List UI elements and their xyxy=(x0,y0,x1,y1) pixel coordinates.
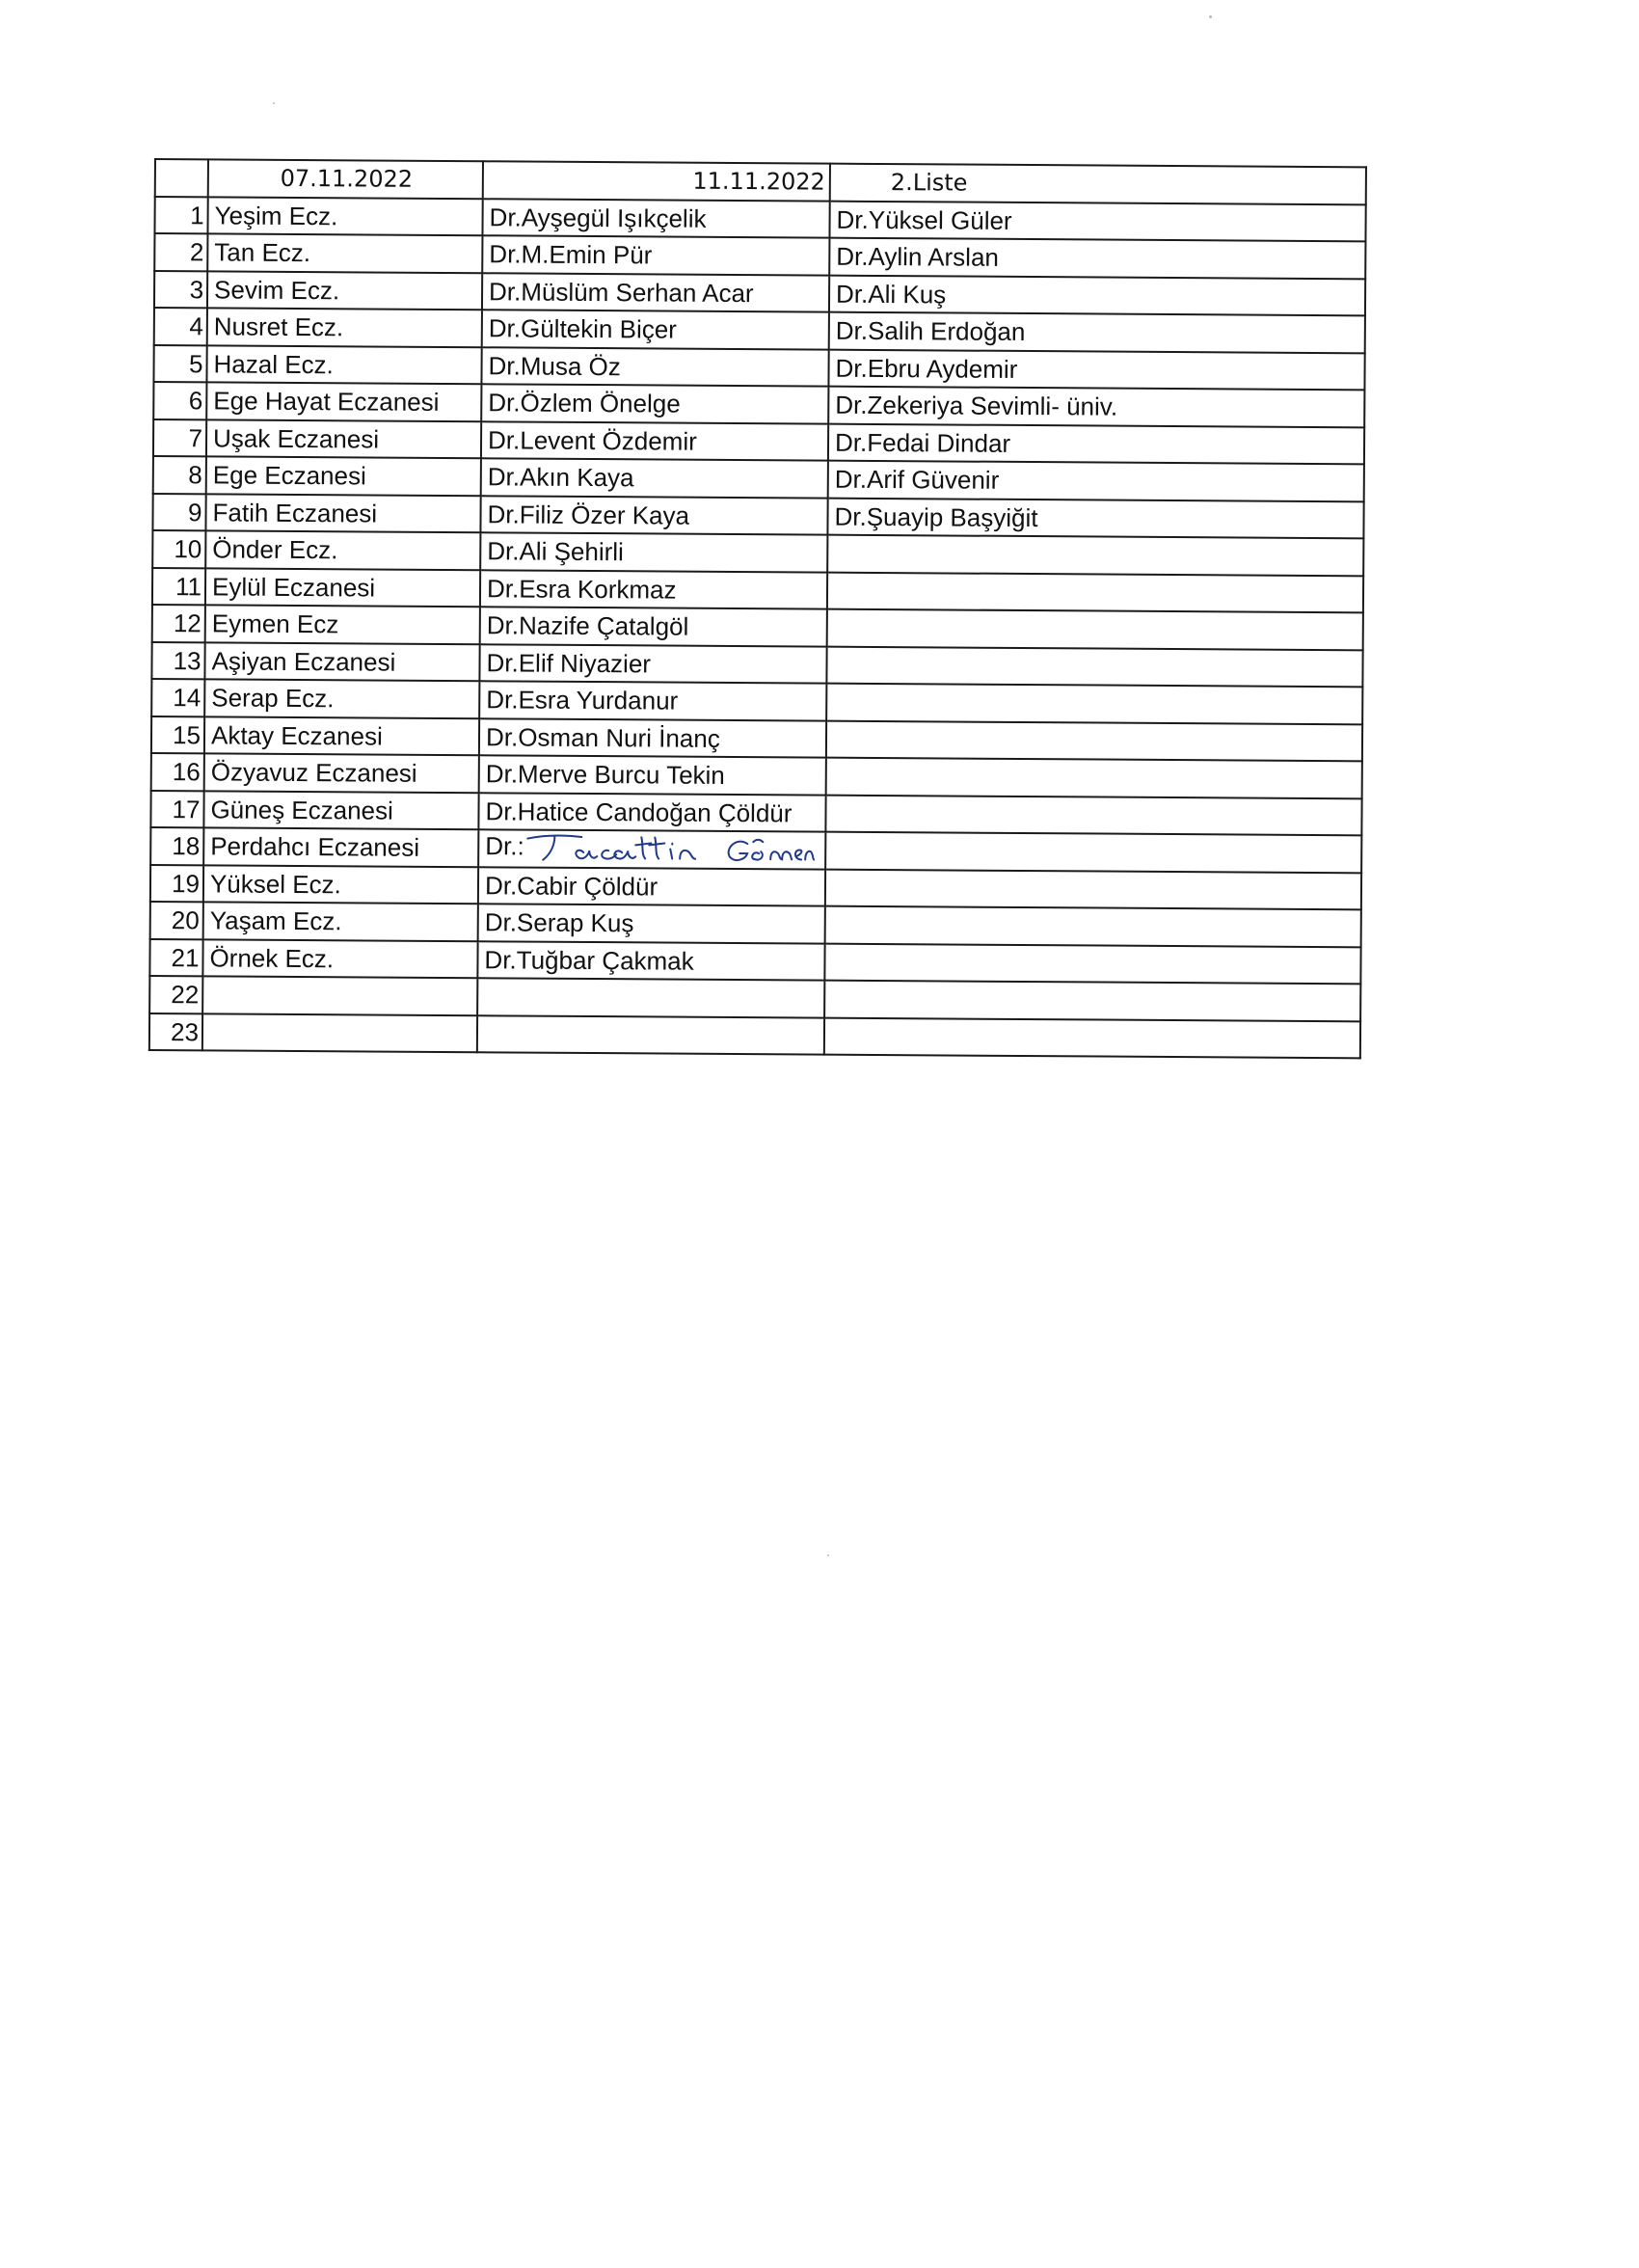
doctor-second-list xyxy=(827,609,1363,650)
row-number xyxy=(152,530,205,568)
doctor-second-list xyxy=(829,201,1365,241)
row-number xyxy=(149,1012,202,1050)
pharmacy-name xyxy=(205,530,480,569)
doctor-first-list xyxy=(477,941,824,981)
scan-speck xyxy=(1209,15,1212,18)
doctor-second-list xyxy=(828,387,1364,427)
pharmacy-name-text: Eymen Ecz xyxy=(211,608,339,639)
doctor-second-list xyxy=(827,572,1363,612)
doctor-first-list xyxy=(482,310,829,349)
row-number-text: 19 xyxy=(171,868,201,899)
pharmacy-name xyxy=(202,1013,477,1052)
pharmacy-name xyxy=(204,753,479,792)
row-number xyxy=(151,641,204,679)
scan-speck xyxy=(827,1554,829,1556)
row-number xyxy=(152,493,205,530)
pharmacy-name xyxy=(203,902,478,940)
doctor-second-list-text: Dr.Salih Erdoğan xyxy=(835,315,1026,347)
row-number xyxy=(153,456,206,494)
row-number-text: 14 xyxy=(173,683,202,713)
pharmacy-name xyxy=(205,568,480,607)
pharmacy-name xyxy=(207,308,482,346)
pharmacy-name xyxy=(202,939,477,978)
pharmacy-name-text: Güneş Eczanesi xyxy=(210,795,393,825)
row-number-text: 17 xyxy=(172,794,201,824)
pharmacy-name-text: Nusret Ecz. xyxy=(213,311,344,342)
doctor-first-list-text: Dr.Hatice Candoğan Çöldür xyxy=(485,796,793,828)
doctor-first-list-text: Dr.Esra Korkmaz xyxy=(486,574,677,605)
doctor-second-list xyxy=(826,646,1362,687)
doctor-second-list xyxy=(825,795,1361,835)
pharmacy-name xyxy=(207,197,482,235)
duty-roster-table xyxy=(148,158,1367,1059)
doctor-first-list-text: Dr.Merve Burcu Tekin xyxy=(485,759,725,791)
row-number-text: 3 xyxy=(189,274,204,305)
doctor-first-list xyxy=(477,1015,824,1055)
pharmacy-name xyxy=(206,382,481,420)
doctor-second-list xyxy=(826,684,1362,724)
doctor-first-list xyxy=(477,978,824,1017)
doctor-second-list-text: Dr.Yüksel Güler xyxy=(836,204,1012,235)
doctor-first-list-text: Dr.Osman Nuri İnanç xyxy=(485,722,720,753)
row-number-text: 15 xyxy=(173,719,202,750)
pharmacy-name-text: Serap Ecz. xyxy=(211,683,335,714)
pharmacy-name-text: Yeşim Ecz. xyxy=(214,201,338,231)
row-number xyxy=(154,197,207,234)
row-number xyxy=(153,345,206,383)
row-number-text: 21 xyxy=(171,942,200,973)
pharmacy-name-text: Ege Eczanesi xyxy=(212,460,366,491)
doctor-first-list xyxy=(482,199,829,238)
doctor-first-list-text: Dr.Tuğbar Çakmak xyxy=(484,945,694,976)
doctor-second-list xyxy=(825,906,1361,947)
doctor-second-list xyxy=(825,832,1361,873)
doctor-first-list xyxy=(480,607,827,646)
doctor-second-list xyxy=(828,461,1364,501)
doctor-second-list-text: Dr.Fedai Dindar xyxy=(834,427,1011,458)
doctor-second-list-text: Dr.Şuayip Başyiğit xyxy=(834,501,1038,532)
doctor-second-list xyxy=(827,498,1363,538)
pharmacy-name-text: Hazal Ecz. xyxy=(213,349,334,379)
row-number xyxy=(151,716,204,753)
row-number-text: 9 xyxy=(187,497,202,527)
row-number xyxy=(149,976,202,1013)
row-number xyxy=(150,790,203,827)
pharmacy-name-text: Yüksel Ecz. xyxy=(209,869,341,900)
pharmacy-name xyxy=(206,345,481,384)
doctor-first-list xyxy=(478,793,825,832)
doctor-first-list xyxy=(480,532,827,572)
row-number-text: 13 xyxy=(173,645,202,676)
doctor-second-list-text: Dr.Ebru Aydemir xyxy=(835,353,1018,384)
pharmacy-name xyxy=(204,679,479,717)
row-number-text: 1 xyxy=(190,200,204,230)
pharmacy-name-text: Aktay Eczanesi xyxy=(210,720,383,751)
pharmacy-name-text: Yaşam Ecz. xyxy=(209,905,342,936)
pharmacy-name-text: Özyavuz Eczanesi xyxy=(210,757,417,789)
pharmacy-name xyxy=(203,791,478,829)
doctor-first-list-text: Dr.: xyxy=(485,831,524,861)
header-date-1: 07.11.2022 xyxy=(208,159,483,198)
row-number xyxy=(149,938,202,976)
doctor-second-list xyxy=(829,275,1365,315)
row-number xyxy=(153,382,206,419)
pharmacy-name-text: Fatih Eczanesi xyxy=(212,498,378,528)
header-number-cell xyxy=(155,159,208,197)
pharmacy-name xyxy=(206,419,481,458)
row-number-text: 16 xyxy=(172,757,201,787)
pharmacy-name-text: Örnek Ecz. xyxy=(209,943,335,974)
pharmacy-name xyxy=(207,233,482,272)
pharmacy-name-text: Uşak Eczanesi xyxy=(212,423,380,454)
row-number-text: 2 xyxy=(189,237,204,267)
doctor-second-list xyxy=(828,349,1364,390)
pharmacy-name xyxy=(203,865,478,904)
doctor-second-list xyxy=(829,312,1365,353)
doctor-first-list-text: Dr.M.Emin Pür xyxy=(489,239,653,270)
doctor-first-list-text: Dr.Filiz Özer Kaya xyxy=(487,500,690,530)
doctor-second-list xyxy=(826,758,1362,798)
pharmacy-name xyxy=(206,456,481,495)
pharmacy-name-text: Perdahcı Eczanesi xyxy=(210,831,420,863)
row-number xyxy=(153,419,206,457)
doctor-first-list xyxy=(479,644,826,684)
row-number xyxy=(152,605,205,642)
doctor-first-list xyxy=(481,347,828,387)
row-number xyxy=(154,271,207,309)
pharmacy-name-text: Ege Hayat Eczanesi xyxy=(213,386,440,418)
row-number xyxy=(150,902,203,939)
doctor-first-list xyxy=(480,570,827,609)
doctor-first-list xyxy=(479,755,826,795)
row-number-text: 12 xyxy=(173,608,202,638)
pharmacy-name xyxy=(204,716,479,755)
row-number-text: 6 xyxy=(188,386,203,416)
doctor-second-list-text: Dr.Aylin Arslan xyxy=(836,241,1000,273)
doctor-first-list-text: Dr.Esra Yurdanur xyxy=(486,685,679,716)
row-number-text: 11 xyxy=(175,571,202,602)
doctor-first-list xyxy=(481,421,828,461)
pharmacy-name-text: Aşiyan Eczanesi xyxy=(211,646,396,677)
table-row xyxy=(149,1012,1360,1058)
doctor-first-list-text: Dr.Akın Kaya xyxy=(487,462,634,493)
doctor-first-list xyxy=(481,384,828,423)
doctor-second-list xyxy=(824,1017,1360,1058)
pharmacy-name xyxy=(207,271,482,310)
doctor-first-list-text: Dr.Gültekin Biçer xyxy=(488,313,678,344)
doctor-first-list-text: Dr.Müslüm Serhan Acar xyxy=(488,277,754,308)
pharmacy-name xyxy=(205,605,480,643)
doctor-first-list-text: Dr.Ali Şehirli xyxy=(487,536,624,567)
doctor-second-list-text: Dr.Arif Güvenir xyxy=(834,464,1000,496)
doctor-first-list xyxy=(482,235,829,275)
header-date-2: 11.11.2022 xyxy=(483,161,830,201)
row-number xyxy=(154,308,207,345)
row-number-text: 10 xyxy=(174,534,202,564)
row-number-text: 23 xyxy=(170,1016,200,1047)
doctor-first-list-text: Dr.Ayşegül Işıkçelik xyxy=(489,202,707,233)
pharmacy-name xyxy=(202,976,477,1014)
pharmacy-name-text: Tan Ecz. xyxy=(214,237,311,268)
pharmacy-name-text: Sevim Ecz. xyxy=(213,275,340,306)
doctor-second-list xyxy=(825,869,1361,909)
doctor-first-list xyxy=(478,904,825,943)
doctor-first-list xyxy=(481,458,828,498)
row-number-text: 22 xyxy=(171,980,200,1010)
scan-speck xyxy=(273,102,275,104)
row-number xyxy=(151,753,204,791)
row-number xyxy=(154,233,207,271)
row-number xyxy=(151,679,204,716)
doctor-second-list xyxy=(828,423,1364,464)
doctor-second-list xyxy=(824,943,1360,984)
doctor-first-list-text: Dr.Nazife Çatalgöl xyxy=(486,610,689,641)
roster-body xyxy=(149,159,1366,1058)
pharmacy-name xyxy=(205,494,480,532)
row-number-text: 20 xyxy=(171,905,200,935)
doctor-second-list xyxy=(827,535,1363,576)
doctor-first-list-text: Dr.Levent Özdemir xyxy=(487,425,697,456)
doctor-first-list-text: Dr.Elif Niyazier xyxy=(486,648,652,679)
doctor-first-list xyxy=(479,718,826,758)
row-number-text: 18 xyxy=(172,831,201,861)
doctor-first-list-text: Dr.Özlem Önelge xyxy=(488,388,681,418)
row-number xyxy=(150,864,203,902)
handwritten-doctor-name xyxy=(526,831,816,868)
row-number-text: 7 xyxy=(188,422,203,453)
doctor-second-list xyxy=(826,720,1362,761)
pharmacy-name xyxy=(203,827,478,866)
doctor-first-list-text: Dr.Cabir Çöldür xyxy=(484,871,658,902)
doctor-second-list xyxy=(829,238,1365,279)
doctor-first-list xyxy=(479,681,826,720)
doctor-second-list-text: Dr.Ali Kuş xyxy=(835,279,947,310)
pharmacy-name xyxy=(204,642,479,681)
row-number xyxy=(152,567,205,605)
doctor-first-list xyxy=(478,867,825,906)
doctor-first-list xyxy=(480,496,827,535)
doctor-first-list-text: Dr.Serap Kuş xyxy=(484,907,634,938)
row-number-text: 8 xyxy=(188,460,202,490)
pharmacy-name-text: Eylül Eczanesi xyxy=(211,572,376,603)
doctor-first-list xyxy=(478,829,825,869)
doctor-second-list-text: Dr.Zekeriya Sevimli- üniv. xyxy=(835,390,1118,421)
doctor-first-list xyxy=(482,273,829,312)
header-list-label: 2.Liste xyxy=(830,164,1366,204)
pharmacy-name-text: Önder Ecz. xyxy=(212,534,338,565)
row-number-text: 5 xyxy=(189,348,203,379)
row-number xyxy=(150,827,203,865)
doctor-first-list-text: Dr.Musa Öz xyxy=(488,351,621,381)
row-number-text: 4 xyxy=(189,311,203,341)
doctor-second-list xyxy=(824,981,1360,1021)
